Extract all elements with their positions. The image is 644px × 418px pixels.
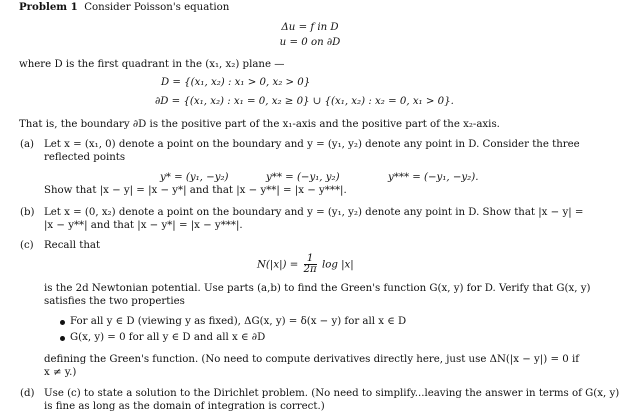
newtonian-potential-formula <box>257 254 354 277</box>
domain-definition: D = {(x₁, x₂) : x₁ > 0, x₂ > 0} <box>161 77 311 88</box>
part-d-text-2: is fine as long as the domain of integration is correct.) <box>44 401 325 412</box>
pde-equation: Δu = f in D <box>281 22 339 33</box>
where-text: where D is the first quadrant in the (x₁, x₂) plane — <box>19 59 285 70</box>
part-d-label: (d) <box>20 388 35 399</box>
problem-heading: Consider Poisson's equation <box>84 2 230 13</box>
part-a-text-1: Let x = (x₁, 0) denote a point on the boundary and y = (y₁, y₂) denote any point in D. Consider the three <box>44 139 580 150</box>
boundary-definition: ∂D = {(x₁, x₂) : x₁ = 0, x₂ ≥ 0} ∪ {(x₁, x₂) : x₂ = 0, x₁ > 0}. <box>155 96 454 107</box>
fraction-denominator: 2π <box>303 264 317 275</box>
formula-rhs: log |x| <box>321 259 354 271</box>
part-d-text-1: Use (c) to state a solution to the Dirichlet problem. (No need to simplify...leaving the answer in terms of G(x, y) <box>44 388 620 399</box>
part-c-label: (c) <box>20 240 34 251</box>
property-1: For all y ∈ D (viewing y as fixed), ΔG(x, y) = δ(x − y) for all x ∈ D <box>70 316 407 327</box>
that-is-text: That is, the boundary ∂D is the positive part of the x₁-axis and the positive part of the x₂-axis. <box>19 119 500 130</box>
reflected-point-1: y* = (y₁, −y₂) <box>160 172 229 183</box>
part-c-text-1: is the 2d Newtonian potential. Use parts (a,b) to find the Green's function G(x, y) for D. Verify that G(x, y) <box>44 283 591 294</box>
formula-fraction <box>304 254 317 275</box>
reflected-point-3: y*** = (−y₁, −y₂). <box>388 172 479 183</box>
property-2: G(x, y) = 0 for all y ∈ D and all x ∈ ∂D <box>70 332 266 343</box>
part-b-text-1: Let x = (0, x₂) denote a point on the boundary and y = (y₁, y₂) denote any point in D. Show that |x − y| = <box>44 207 584 218</box>
part-b-text-2: |x − y**| and that |x − y*| = |x − y***|. <box>44 220 243 231</box>
part-a-text-2: reflected points <box>44 152 126 163</box>
pde-boundary-condition: u = 0 on ∂D <box>279 37 341 48</box>
bullet-icon <box>60 336 65 341</box>
part-c-text-3: defining the Green's function. (No need to compute derivatives directly here, just use ΔN(|x − y|) = 0 if <box>44 354 579 365</box>
fraction-numerator: 1 <box>304 254 317 265</box>
part-c-text-2: satisfies the two properties <box>44 296 185 307</box>
part-c-text-4: x ≠ y.) <box>44 367 77 378</box>
reflected-point-2: y** = (−y₁, y₂) <box>266 172 340 183</box>
part-a-show: Show that |x − y| = |x − y*| and that |x − y**| = |x − y***|. <box>44 185 347 196</box>
part-b-label: (b) <box>20 207 35 218</box>
part-a-label: (a) <box>20 139 35 150</box>
problem-number: Problem 1 <box>19 1 78 13</box>
part-c-recall: Recall that <box>44 240 101 251</box>
formula-lhs: N(|x|) = <box>257 259 299 271</box>
bullet-icon <box>60 320 65 325</box>
problem-header <box>19 1 229 14</box>
